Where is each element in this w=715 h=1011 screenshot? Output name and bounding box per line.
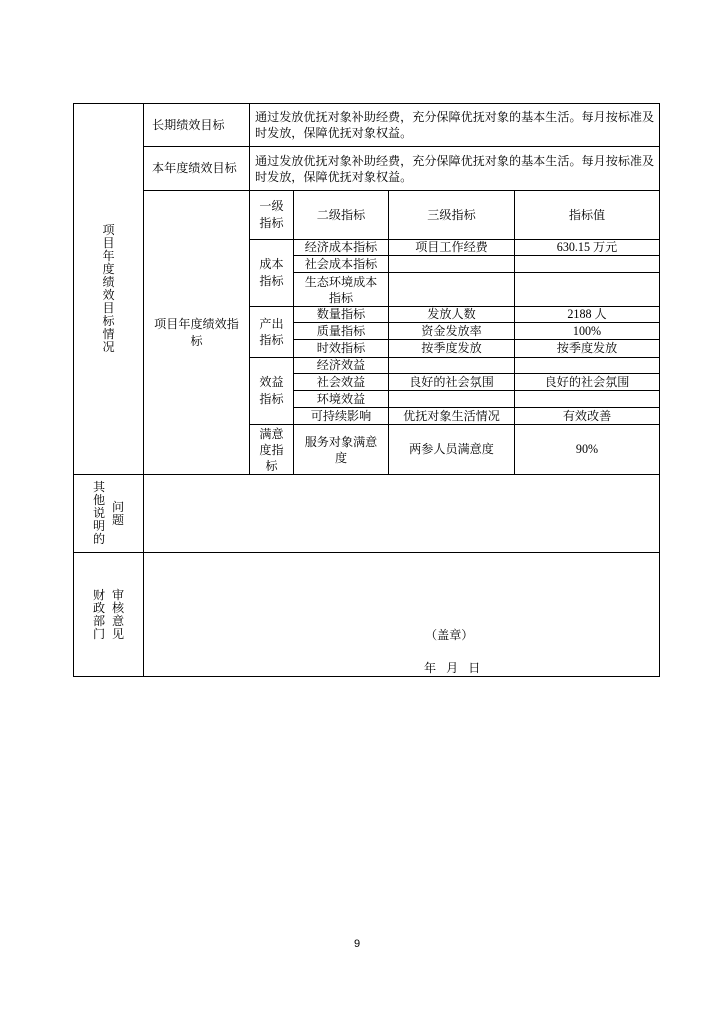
indicator-level2: 经济成本指标 — [294, 240, 389, 256]
indicator-level3: 良好的社会氛围 — [389, 374, 515, 391]
indicator-level3 — [389, 273, 515, 307]
indicator-level2: 质量指标 — [294, 323, 389, 340]
indicator-level2: 时效指标 — [294, 340, 389, 358]
indicator-value: 良好的社会氛围 — [515, 374, 660, 391]
table-row-annual-target — [74, 147, 660, 191]
indicator-level3: 发放人数 — [389, 307, 515, 323]
indicator-level3 — [389, 391, 515, 408]
indicator-level3: 资金发放率 — [389, 323, 515, 340]
finance-review-label-left: 财政部门 — [92, 587, 106, 641]
indicator-level2: 社会成本指标 — [294, 256, 389, 273]
long-term-target-label: 长期绩效目标 — [144, 104, 250, 147]
indicator-level1-satisfaction: 满意度指标 — [250, 425, 294, 475]
indicator-value: 有效改善 — [515, 408, 660, 425]
indicator-level1-benefit: 效益指标 — [250, 358, 294, 425]
header-level2: 二级指标 — [294, 191, 389, 240]
other-notes-label-right: 问题 — [111, 499, 125, 527]
indicator-level2: 环境效益 — [294, 391, 389, 408]
seal-placeholder: （盖章） — [425, 628, 474, 642]
annual-target-label: 本年度绩效目标 — [144, 147, 250, 191]
indicator-level2: 生态环境成本指标 — [294, 273, 389, 307]
header-level1: 一级指标 — [250, 191, 294, 240]
header-value: 指标值 — [515, 191, 660, 240]
indicator-level1-cost: 成本指标 — [250, 240, 294, 307]
section-label-cell — [74, 104, 144, 475]
indicator-value — [515, 358, 660, 374]
section-label: 项目年度绩效目标情况 — [102, 223, 115, 354]
finance-review-content — [144, 553, 660, 677]
indicator-level3 — [389, 256, 515, 273]
header-level3: 三级指标 — [389, 191, 515, 240]
indicator-level2: 可持续影响 — [294, 408, 389, 425]
finance-review-label — [74, 589, 143, 641]
indicator-value — [515, 273, 660, 307]
table-row-long-term-target — [74, 104, 660, 147]
indicator-value: 按季度发放 — [515, 340, 660, 358]
table-row-indicator-header — [74, 191, 660, 240]
indicator-value: 90% — [515, 425, 660, 475]
indicator-level3: 按季度发放 — [389, 340, 515, 358]
annual-target-text: 通过发放优抚对象补助经费，充分保障优抚对象的基本生活。每月按标准及时发放，保障优抚对象权益。 — [250, 147, 660, 191]
indicator-value — [515, 256, 660, 273]
finance-review-label-cell — [74, 553, 144, 677]
other-notes-label — [74, 481, 143, 546]
indicator-level2: 经济效益 — [294, 358, 389, 374]
annual-indicators-label: 项目年度绩效指标 — [144, 191, 250, 475]
page-number: 9 — [353, 938, 361, 950]
table-row-finance-review — [74, 553, 660, 677]
indicator-level2: 社会效益 — [294, 374, 389, 391]
indicator-level3 — [389, 358, 515, 374]
finance-review-label-right: 审核意见 — [111, 587, 125, 641]
indicator-value: 630.15 万元 — [515, 240, 660, 256]
indicator-value: 2188 人 — [515, 307, 660, 323]
indicator-level1-output: 产出指标 — [250, 307, 294, 358]
finance-review-box — [144, 553, 659, 675]
indicator-level2: 服务对象满意度 — [294, 425, 389, 475]
performance-target-table — [73, 103, 660, 677]
other-notes-label-left: 其他说明的 — [92, 480, 106, 546]
long-term-target-text: 通过发放优抚对象补助经费，充分保障优抚对象的基本生活。每月按标准及时发放，保障优抚对象权益。 — [250, 104, 660, 147]
other-notes-content — [144, 475, 660, 553]
table-row-other-notes — [74, 475, 660, 553]
indicator-level2: 数量指标 — [294, 307, 389, 323]
date-placeholder: 年 月 日 — [424, 661, 481, 675]
indicator-value — [515, 391, 660, 408]
indicator-level3: 优抚对象生活情况 — [389, 408, 515, 425]
indicator-value: 100% — [515, 323, 660, 340]
indicator-level3: 项目工作经费 — [389, 240, 515, 256]
indicator-level3: 两参人员满意度 — [389, 425, 515, 475]
other-notes-label-cell — [74, 475, 144, 553]
